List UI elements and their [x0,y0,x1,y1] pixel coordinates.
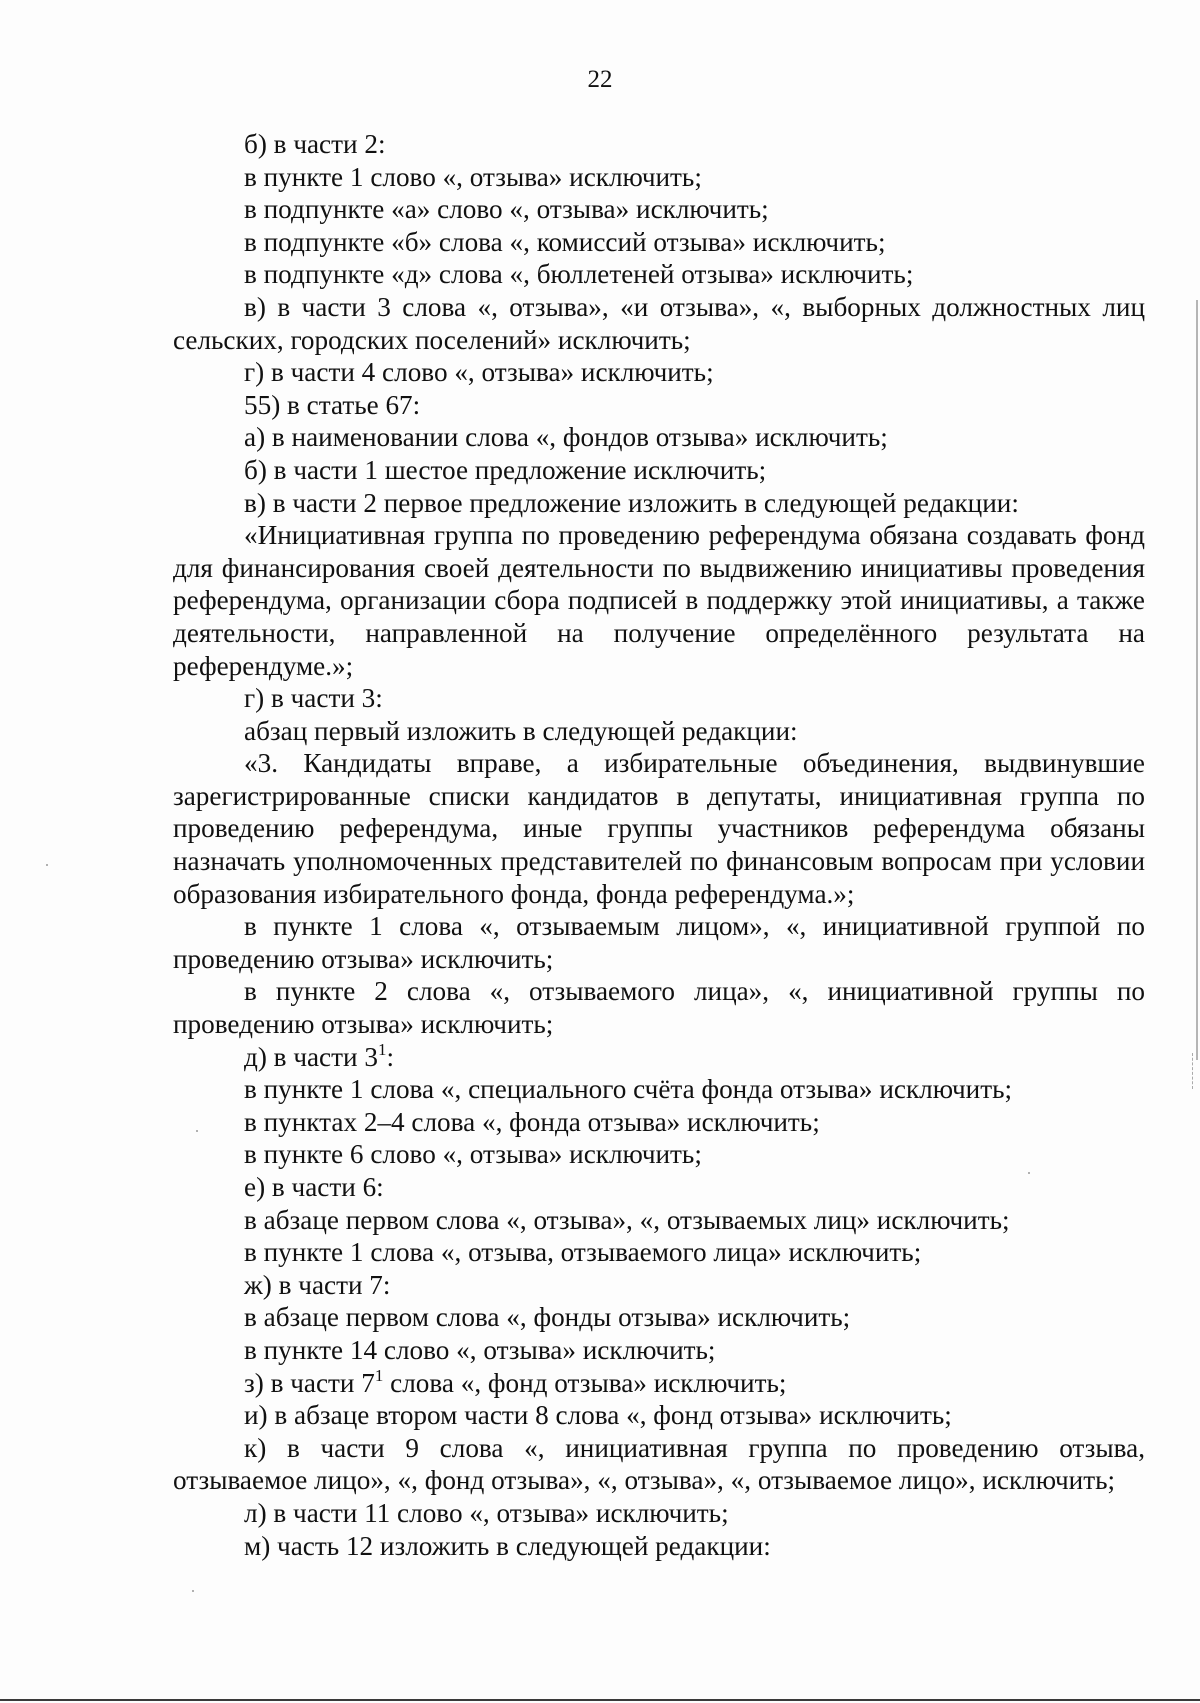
paragraph: в абзаце первом слова «, фонды отзыва» исключить; [244,1302,851,1333]
paragraph-text-after: : [386,1041,395,1072]
paragraph: м) часть 12 изложить в следующей редакции: [244,1530,771,1561]
paragraph-text: з) в части 7 [244,1367,375,1398]
scan-edge-right [1196,300,1198,1060]
scan-speck [46,864,48,866]
scan-edge-bottom [0,1699,1200,1701]
paragraph: абзац первый изложить в следующей редакции: [244,715,798,746]
paragraph: г) в части 4 слово «, отзыва» исключить; [244,357,714,388]
paragraph: в пунктах 2–4 слова «, фонда отзыва» исключить; [244,1106,820,1137]
page-number: 22 [587,66,613,93]
paragraph: б) в части 2: [244,129,386,159]
scan-edge-mark [1192,1053,1194,1089]
paragraph: в пункте 1 слова «, специального счёта фонда отзыва» исключить; [244,1074,1013,1105]
paragraph: в) в части 3 слова «, отзыва», «и отзыва», «, выборных должностных лиц сельских, городских поселений» исключить; [173,291,1145,355]
paragraph: в подпункте «а» слово «, отзыва» исключить; [244,194,769,225]
paragraph: 55) в статье 67: [244,389,421,420]
paragraph: в пункте 1 слово «, отзыва» исключить; [244,161,702,192]
paragraph: г) в части 3: [244,683,383,714]
paragraph: в подпункте «б» слова «, комиссий отзыва» исключить; [244,226,886,257]
paragraph: и) в абзаце втором части 8 слова «, фонд отзыва» исключить; [244,1400,952,1431]
paragraph: в пункте 1 слова «, отзыва, отзываемого лица» исключить; [244,1237,922,1268]
paragraph: в) в части 2 первое предложение изложить в следующей редакции: [244,487,1019,518]
paragraph: в пункте 6 слово «, отзыва» исключить; [244,1139,702,1170]
paragraph: в абзаце первом слова «, отзыва», «, отзываемых лиц» исключить; [244,1204,1010,1235]
paragraph [173,1367,1145,1400]
superscript: 1 [374,1365,384,1385]
superscript: 1 [377,1039,387,1059]
paragraph [173,1041,1145,1074]
paragraph: в подпункте «д» слова «, бюллетеней отзыва» исключить; [244,259,914,290]
paragraph: к) в части 9 слова «, инициативная группа по проведению отзыва, отзываемое лицо», «, фонд отзыва», «, отзыва», «, отзываемое лицо», исключить; [173,1432,1145,1496]
scan-speck [192,1590,194,1592]
paragraph: л) в части 11 слово «, отзыва» исключить; [244,1497,729,1528]
paragraph: ж) в части 7: [244,1269,391,1300]
document-body [173,128,1145,1562]
paragraph: в пункте 14 слово «, отзыва» исключить; [244,1334,716,1365]
paragraph: «3. Кандидаты вправе, а избирательные объединения, выдвинувшие зарегистрированные списки кандидатов в депутаты, инициативная группа по проведению референдума, иные группы участников референдума обязаны назначать уполномоченных представителей по финансовым вопросам при условии образования избирательного фонда, фонда референдума.»; [173,748,1145,909]
paragraph: б) в части 1 шестое предложение исключить; [244,454,767,485]
paragraph-text: д) в части 3 [244,1041,378,1072]
paragraph: в пункте 2 слова «, отзываемого лица», «, инициативной группы по проведению отзыва» исключить; [173,976,1145,1040]
scan-speck [196,1130,198,1132]
paragraph: а) в наименовании слова «, фондов отзыва» исключить; [244,422,888,453]
paragraph: е) в части 6: [244,1172,384,1202]
paragraph: «Инициативная группа по проведению референдума обязана создавать фонд для финансирования своей деятельности по выдвижению инициативы проведения референдума, организации сбора подписей в поддержку этой инициативы, а также деятельности, направленной на получение определённого результата на референдуме.»; [173,520,1145,681]
paragraph-text-after: слова «, фонд отзыва» исключить; [383,1367,787,1398]
scan-speck [1028,1172,1030,1174]
paragraph: в пункте 1 слова «, отзываемым лицом», «, инициативной группой по проведению отзыва» исключить; [173,911,1145,974]
